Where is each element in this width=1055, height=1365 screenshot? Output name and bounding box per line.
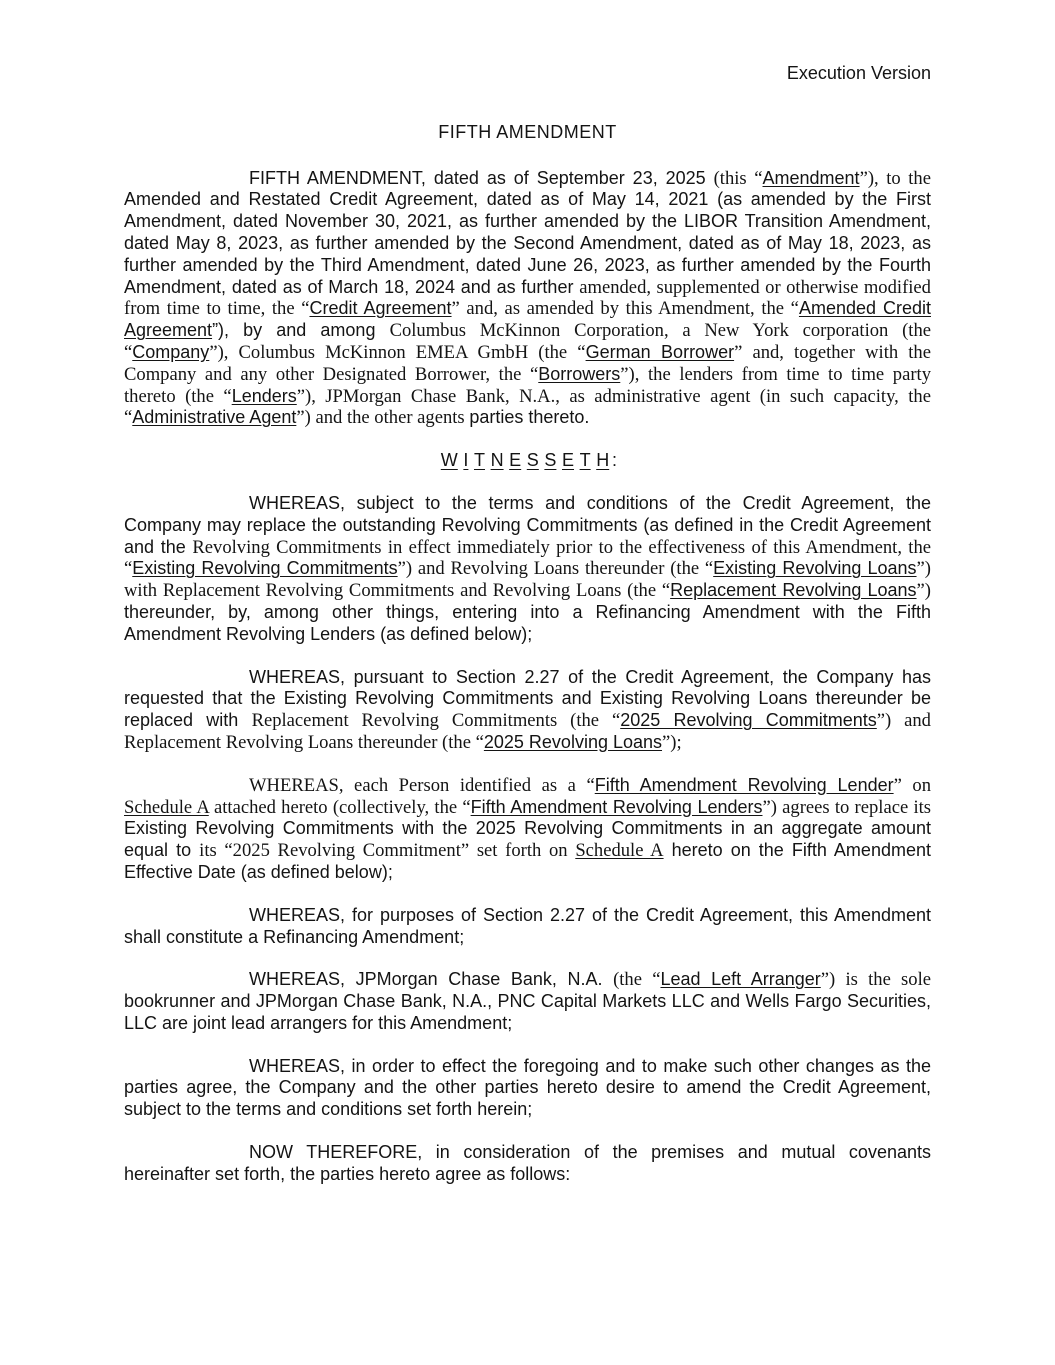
text-run: WHEREAS, pursuant to Section 2.27 of the Credit Agreement, the Company has requested that the Existing Revolving Commitments and Existing Revolving Loans thereunder be replaced with — [124, 666, 931, 731]
text-run: ”); — [662, 731, 682, 753]
text-run: (this “ — [713, 167, 763, 189]
text-run: WHEREAS, in order to effect the foregoing and to make such other changes as the parties agree, the Company and the other parties hereto desire to amend the Credit Agreement, subject to the terms and conditions set forth herein; — [124, 1055, 931, 1120]
document-title: FIFTH AMENDMENT — [438, 121, 617, 142]
text-run: (the “ — [613, 969, 661, 991]
text-run: ”) is the sole — [820, 969, 932, 991]
text-run: ”), the lenders from time to time party thereto (the “ — [124, 363, 931, 407]
witnesseth-letter: I — [463, 450, 469, 471]
text-run: Columbus McKinnon Corporation, a New York corporation (the “ — [124, 320, 931, 363]
paragraph-whereas-6 — [124, 1056, 931, 1121]
paragraph-whereas-3 — [124, 775, 931, 884]
text-run: ”), JPMorgan Chase Bank, N.A., as administrative agent (in such capacity, the “ — [124, 385, 931, 429]
defined-term: Lenders — [231, 385, 297, 406]
defined-term: Schedule A — [575, 840, 664, 862]
text-run: WHEREAS, each Person identified as a “ — [249, 774, 595, 796]
witnesseth-letter: T — [473, 450, 485, 471]
text-run: attached hereto (collectively, the “ — [208, 796, 471, 818]
paragraph-intro — [124, 168, 931, 430]
witnesseth-letter: E — [509, 450, 522, 471]
text-run: ”) and Revolving Loans thereunder (the “ — [397, 558, 714, 580]
text-run: ” and, together with the Company and any other Designated Borrower, the “ — [124, 341, 931, 385]
defined-term: Lead Left Arranger — [660, 969, 821, 990]
defined-term: Schedule A — [124, 796, 209, 818]
text-run: WHEREAS, for purposes of Section 2.27 of the Credit Agreement, this Amendment shall constitute a Refinancing Amendment; — [124, 904, 931, 947]
text-run: parties thereto. — [469, 407, 590, 428]
paragraph-whereas-1 — [124, 493, 931, 646]
witnesseth-letter: N — [490, 450, 504, 471]
defined-term: Existing Revolving Commitments — [132, 558, 398, 579]
text-run: FIFTH AMENDMENT, dated as of September 23, 2025 — [249, 167, 714, 188]
paragraph-whereas-5 — [124, 969, 931, 1034]
text-run: Revolving Commitments in effect immediately prior to the effectiveness of this Amendment, the “ — [124, 536, 931, 580]
defined-term: 2025 Revolving Commitments — [620, 710, 877, 731]
paragraph-whereas-4 — [124, 905, 931, 949]
text-run: Existing Revolving Commitments with the 2025 Revolving Commitments in an aggregate amount equal to — [124, 818, 931, 861]
text-run: hereto on the Fifth Amendment Effective Date (as defined below); — [124, 840, 931, 882]
defined-term: Administrative Agent — [132, 407, 297, 428]
text-run: amended, supplemented or otherwise modified from time to time, the “ — [124, 276, 931, 320]
defined-term: Amendment — [762, 167, 860, 188]
defined-term: Existing Revolving Loans — [713, 558, 917, 579]
defined-term: Borrowers — [538, 363, 621, 384]
witnesseth-letter: S — [526, 450, 539, 471]
text-run: thereunder, by, among other things, entering into a Refinancing Amendment with the Fifth Amendment Revolving Lenders (as defined below); — [124, 601, 931, 644]
text-run: ” on — [893, 774, 931, 796]
text-run: ”) with Replacement Revolving Commitments and Revolving Loans (the “ — [124, 558, 931, 602]
witnesseth-letter: S — [544, 450, 557, 471]
defined-term: Fifth Amendment Revolving Lender — [594, 774, 894, 795]
execution-version-label: Execution Version — [786, 63, 931, 83]
defined-term: German Borrower — [585, 341, 735, 362]
witnesseth-letter: W — [440, 450, 458, 471]
text-run: ”) and Replacement Revolving Loans thereunder (the “ — [124, 710, 931, 753]
text-run: NOW THEREFORE, in consideration of the premises and mutual covenants hereinafter set forth, the parties hereto agree as follows: — [124, 1142, 931, 1184]
text-run: its “2025 Revolving Commitment” set forth on — [199, 840, 576, 862]
defined-term: Credit Agreement — [309, 298, 452, 319]
text-run: ”) and the other agents — [296, 407, 470, 429]
text-run: ”) — [916, 580, 931, 602]
defined-term: Fifth Amendment Revolving Lenders — [470, 796, 763, 817]
witnesseth-letter: E — [562, 450, 575, 471]
text-run: ” and, as amended by this Amendment, the “ — [451, 298, 799, 320]
paragraph-whereas-2 — [124, 667, 931, 754]
text-run: ”) agrees to replace its — [762, 796, 932, 818]
text-run: ”), by and among — [212, 320, 390, 341]
paragraph-now-therefore — [124, 1142, 931, 1186]
defined-term: 2025 Revolving Loans — [483, 731, 663, 752]
defined-term: Company — [132, 341, 210, 362]
text-run: bookrunner and JPMorgan Chase Bank, N.A., PNC Capital Markets LLC and Wells Fargo Securities, LLC are joint lead arrangers for this Amendment; — [124, 991, 931, 1033]
witnesseth-colon: : — [612, 450, 618, 471]
witnesseth-letter: H — [596, 450, 610, 471]
text-run: Replacement Revolving Commitments (the “ — [251, 710, 621, 732]
text-run: ”), Columbus McKinnon EMEA GmbH (the “ — [209, 341, 586, 363]
text-run: Amended and Restated Credit Agreement, dated as of May 14, 2021 (as amended by the First Amendment, dated November 30, 2021, as further amended by the LIBOR Transition Amendment, dated May 8, 2023, as further amended by the Second Amendment, dated as of May 18, 2023, as further amended by the Third Amendment, dated June 26, 2023, as further amended by the Fourth Amendment, dated as of March 18, 2024 and as further — [124, 189, 931, 297]
witnesseth-letter: T — [579, 450, 591, 471]
defined-term: Replacement Revolving Loans — [670, 580, 917, 601]
text-run: WHEREAS, subject to the terms and conditions of the Credit Agreement, the Company may replace the outstanding Revolving Commitments (as defined in the Credit Agreement and the — [124, 492, 931, 557]
text-run: WHEREAS, JPMorgan Chase Bank, N.A. — [249, 969, 614, 990]
witnesseth-heading — [124, 450, 931, 472]
defined-term: Amended Credit Agreement — [124, 298, 931, 341]
text-run: ”), to the — [859, 167, 931, 189]
